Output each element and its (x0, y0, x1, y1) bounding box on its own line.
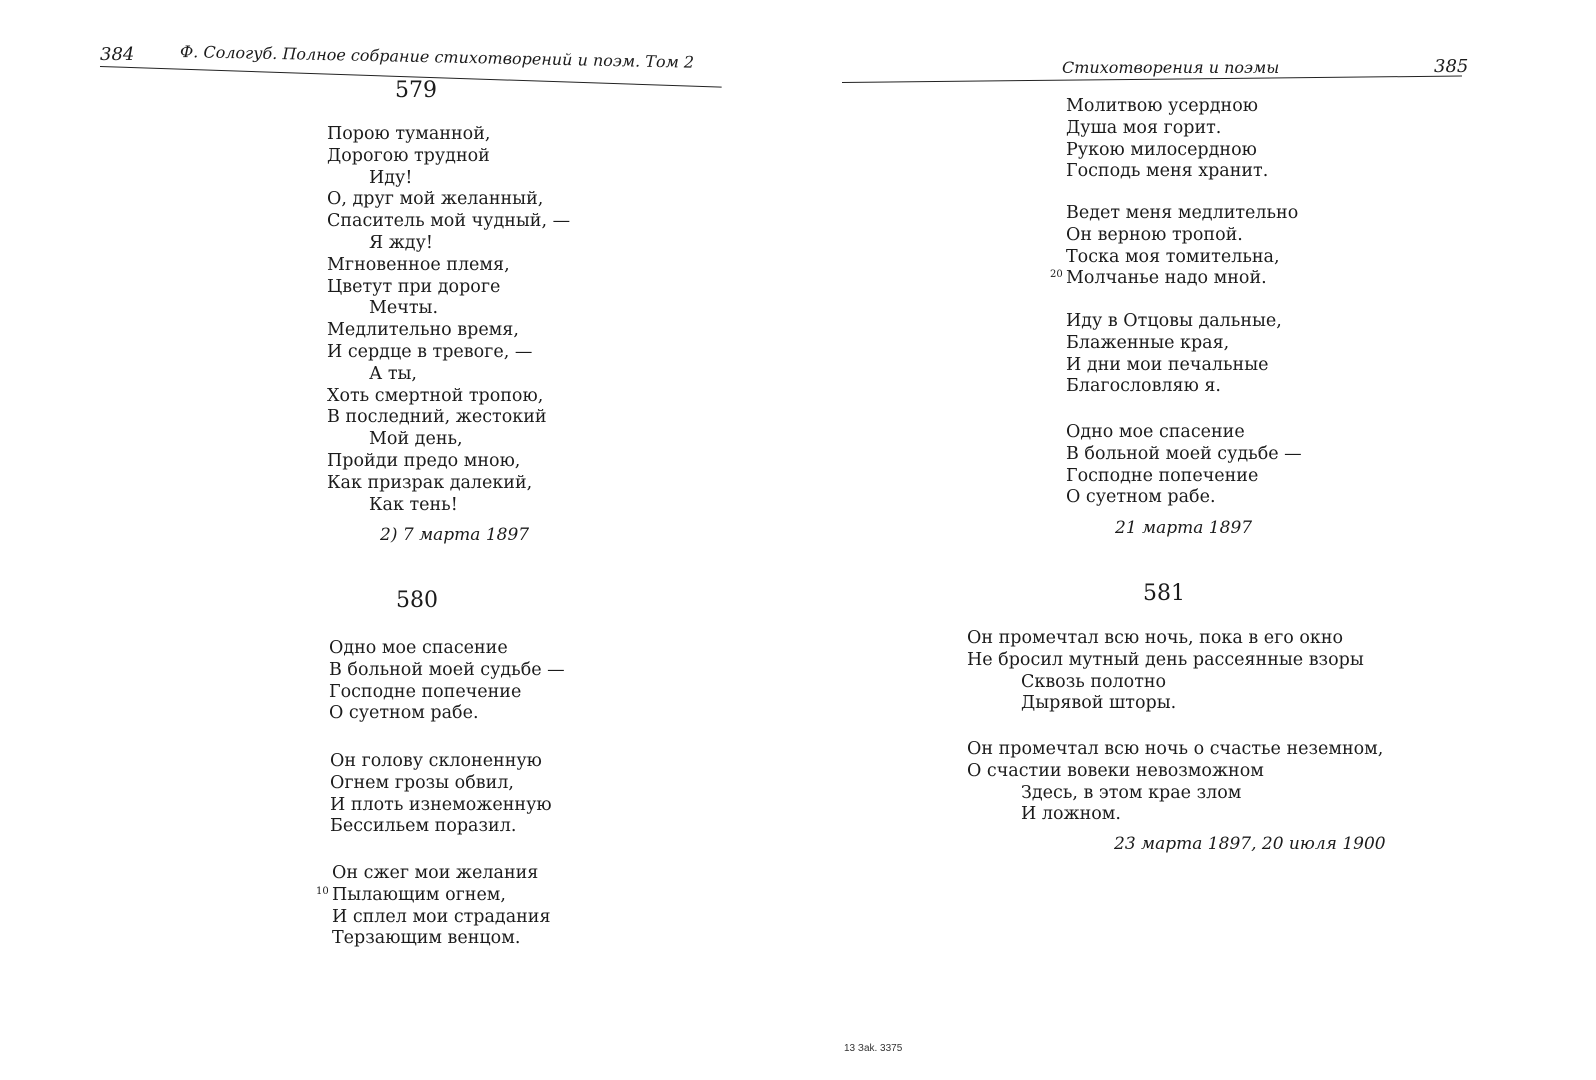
poem-line: Порою туманной, (327, 124, 491, 144)
poem-line: Он промечтал всю ночь, пока в его окно (967, 628, 1344, 648)
poem-579-date: 2) 7 марта 1897 (380, 525, 530, 545)
poem-line: О, друг мой желанный, (327, 189, 544, 210)
poem-line: О счастии вовеки невозможном (967, 760, 1264, 781)
poem-line: Терзающим венцом. (332, 928, 521, 949)
poem-line: В больной моей судьбе — (1066, 444, 1302, 466)
poem-line: Он голову склоненную (330, 751, 542, 771)
poem-line: В больной моей судьбе — (329, 660, 565, 682)
poem-580-cont-stanza-1 (1066, 96, 1268, 183)
poem-line: Он сжег мои желания (332, 863, 539, 883)
poem-line: Тоска моя томительна, (1066, 246, 1280, 267)
poem-line: Иду в Отцовы дальные, (1066, 311, 1282, 331)
poem-line: Господне попечение (1066, 465, 1259, 486)
poem-line: Одно мое спасение (1066, 422, 1245, 442)
poem-581-stanza-2 (967, 739, 1383, 826)
right-page-number: 385 (1434, 56, 1469, 77)
poem-line: Мечты. (369, 298, 439, 319)
poem-line: Господь меня хранит. (1066, 161, 1269, 182)
poem-line: Бессильем поразил. (330, 816, 517, 837)
left-running-head: Ф. Сологуб. Полное собрание стихотворений и поэм. Том 2 (179, 42, 695, 72)
poem-line (316, 884, 551, 907)
poem-line: В последний, жестокий (327, 407, 547, 428)
poem-580-number: 580 (396, 588, 438, 613)
poem-line (1050, 268, 1298, 290)
poem-581-stanza-1 (967, 628, 1364, 715)
poem-line: Мой день, (369, 429, 463, 450)
poem-line: Цветут при дороге (327, 276, 501, 297)
print-signature-mark: 13 Зak. 3375 (844, 1043, 903, 1054)
poem-580-date: 21 марта 1897 (1115, 518, 1253, 538)
poem-580-stanza-3 (316, 863, 551, 950)
poem-line: Иду! (369, 167, 413, 188)
poem-line: Мгновенное племя, (327, 254, 510, 275)
poem-line: Огнем грозы обвил, (330, 772, 514, 793)
poem-line: О суетном рабе. (329, 703, 479, 724)
poem-line: Медлительно время, (327, 320, 519, 341)
poem-line-text: Молчанье надо мной. (1066, 268, 1267, 289)
poem-580-stanza-1 (329, 638, 565, 725)
poem-line: Он промечтал всю ночь о счастье неземном, (967, 739, 1384, 759)
poem-line: Сквозь полотно (1021, 671, 1167, 692)
poem-580-stanza-2 (330, 751, 552, 838)
poem-line: Как призрак далекий, (327, 472, 533, 493)
poem-line: Я жду! (369, 232, 433, 253)
poem-line-text: Пылающим огнем, (332, 884, 506, 905)
poem-line: Не бросил мутный день рассеянные взоры (967, 649, 1364, 670)
poem-580-cont-stanza-4 (1066, 422, 1302, 509)
poem-line: А ты, (369, 363, 417, 384)
poem-line: И дни мои печальные (1066, 354, 1269, 375)
poem-line: Спаситель мой чудный, — (327, 211, 570, 233)
right-page (798, 0, 1596, 1080)
right-running-head: Стихотворения и поэмы (1062, 58, 1280, 77)
poem-line: Одно мое спасение (329, 638, 508, 658)
poem-line: И плоть изнеможенную (330, 794, 552, 815)
poem-line: Он верною тропой. (1066, 224, 1243, 245)
poem-line: И ложном. (1021, 804, 1121, 825)
poem-line: О суетном рабе. (1066, 487, 1216, 508)
poem-581-number: 581 (1143, 581, 1185, 606)
poem-line: Благословляю я. (1066, 376, 1221, 397)
poem-line: Пройди предо мною, (327, 450, 521, 471)
left-page-number: 384 (100, 44, 135, 65)
poem-line: Дырявой шторы. (1021, 693, 1177, 714)
poem-580-cont-stanza-3 (1066, 311, 1282, 398)
poem-line: Душа моя горит. (1066, 117, 1222, 138)
line-number: 10 (316, 885, 329, 897)
poem-581-date: 23 марта 1897, 20 июля 1900 (1114, 834, 1386, 854)
poem-line: Хоть смертной тропою, (327, 385, 544, 406)
poem-line: Молитвою усердною (1066, 96, 1258, 116)
line-number: 20 (1050, 269, 1063, 281)
poem-line: Как тень! (369, 494, 458, 515)
poem-line: Ведет меня медлительно (1066, 203, 1299, 223)
poem-580-cont-stanza-2 (1050, 203, 1299, 290)
poem-line: Рукою милосердною (1066, 139, 1257, 160)
poem-579-number: 579 (395, 78, 437, 103)
poem-579-text (327, 124, 570, 516)
poem-line: Дорогою трудной (327, 145, 490, 166)
poem-line: Блаженные края, (1066, 332, 1230, 353)
poem-line: И сердце в тревоге, — (327, 342, 570, 364)
poem-line: Господне попечение (329, 681, 522, 702)
poem-line: И сплел мои страдания (332, 906, 551, 927)
poem-line: Здесь, в этом крае злом (1021, 782, 1242, 803)
